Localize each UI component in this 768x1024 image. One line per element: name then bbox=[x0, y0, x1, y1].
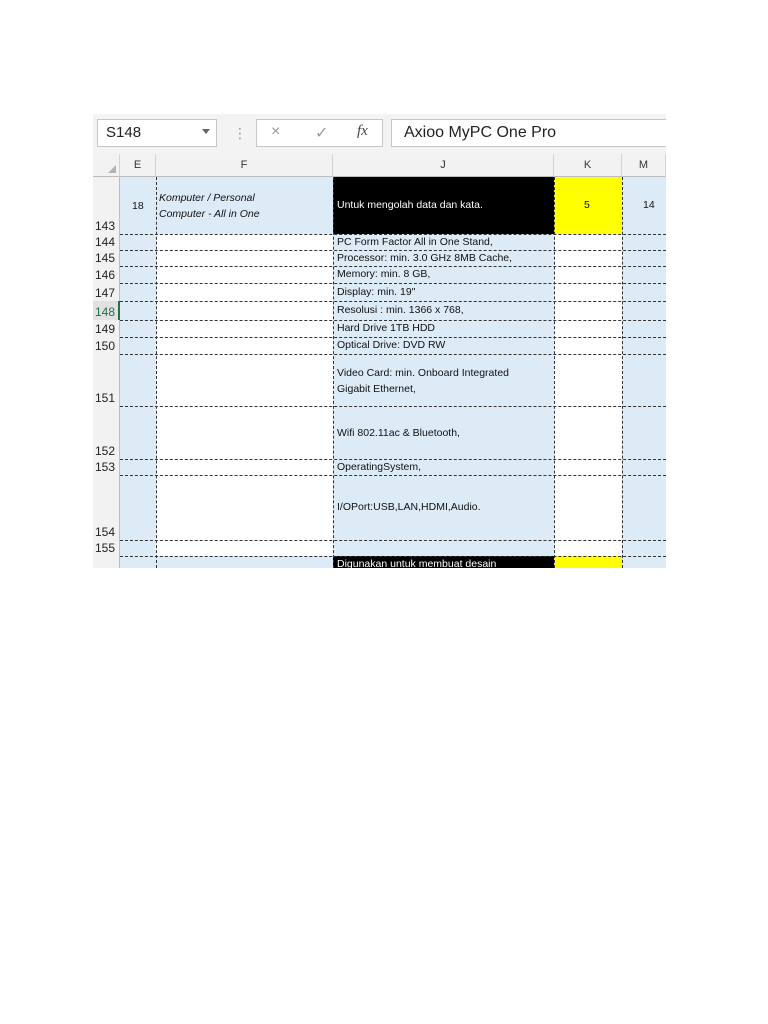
cell-m143-value: 14 bbox=[643, 199, 655, 211]
cell-j153-value: OperatingSystem, bbox=[337, 461, 422, 473]
formula-value: Axioo MyPC One Pro bbox=[404, 124, 557, 141]
cell-j156-value: Digunakan untuk membuat desain bbox=[337, 558, 497, 568]
row-header-selected[interactable]: 148 bbox=[93, 301, 120, 320]
gridline bbox=[120, 266, 666, 267]
gridline bbox=[120, 320, 666, 321]
cell-j148-value: Resolusi : min. 1366 x 768, bbox=[337, 304, 464, 316]
row-header[interactable]: 150 bbox=[93, 337, 120, 354]
gridline bbox=[120, 556, 666, 557]
cell-j152-value: Wifi 802.11ac & Bluetooth, bbox=[337, 427, 460, 439]
formula-input[interactable] bbox=[391, 119, 666, 147]
cell-j151-line2: Gigabit Ethernet, bbox=[337, 383, 416, 395]
cell-j144-value: PC Form Factor All in One Stand, bbox=[337, 236, 493, 248]
gridline bbox=[120, 250, 666, 251]
row-header[interactable]: 146 bbox=[93, 266, 120, 283]
cell-j146-value: Memory: min. 8 GB, bbox=[337, 268, 431, 280]
row-header[interactable]: 143 bbox=[93, 177, 120, 234]
row-header[interactable]: 145 bbox=[93, 250, 120, 266]
row-header[interactable]: 147 bbox=[93, 283, 120, 301]
name-box[interactable] bbox=[97, 119, 217, 147]
column-header-k[interactable]: K bbox=[554, 154, 622, 177]
worksheet-grid[interactable] bbox=[93, 154, 666, 568]
gridline bbox=[120, 540, 666, 541]
gridline bbox=[156, 177, 157, 568]
gridline bbox=[120, 475, 666, 476]
gridline bbox=[120, 406, 666, 407]
column-header-m[interactable]: M bbox=[622, 154, 666, 177]
cell-f143[interactable] bbox=[156, 177, 333, 234]
gridline bbox=[622, 177, 623, 568]
row-header[interactable] bbox=[93, 556, 120, 568]
row-header[interactable]: 153 bbox=[93, 459, 120, 475]
column-header-j[interactable]: J bbox=[333, 154, 554, 177]
name-box-value: S148 bbox=[106, 124, 142, 141]
gridline bbox=[120, 337, 666, 338]
select-all-corner[interactable] bbox=[93, 154, 120, 177]
row-header[interactable]: 149 bbox=[93, 320, 120, 337]
cell-j151-line1: Video Card: min. Onboard Integrated bbox=[337, 367, 509, 379]
gridline bbox=[554, 177, 555, 568]
formula-bar bbox=[93, 114, 666, 154]
row-header[interactable]: 151 bbox=[93, 354, 120, 406]
gridline bbox=[120, 459, 666, 460]
insert-function-icon[interactable]: fx bbox=[357, 123, 368, 139]
cell-j143-value: Untuk mengolah data dan kata. bbox=[337, 199, 483, 211]
cell-j147-value: Display: min. 19" bbox=[337, 286, 416, 298]
column-e-cells[interactable] bbox=[120, 177, 156, 568]
column-header-f[interactable]: F bbox=[156, 154, 333, 177]
spreadsheet-window bbox=[93, 114, 666, 568]
enter-icon[interactable]: ✓ bbox=[315, 125, 329, 142]
cell-f143-line2: Computer - All in One bbox=[159, 208, 260, 220]
row-header[interactable]: 154 bbox=[93, 475, 120, 540]
column-m-cells[interactable] bbox=[622, 177, 666, 568]
chevron-down-icon[interactable] bbox=[202, 129, 210, 134]
cell-e143-value: 18 bbox=[132, 200, 144, 212]
drag-handle-icon[interactable]: ⋮ bbox=[233, 125, 247, 141]
gridline bbox=[120, 234, 666, 235]
gridline bbox=[333, 177, 334, 568]
gridline bbox=[120, 301, 666, 302]
gridline bbox=[120, 283, 666, 284]
cancel-icon[interactable]: × bbox=[271, 123, 281, 140]
row-header[interactable]: 144 bbox=[93, 234, 120, 250]
formula-buttons bbox=[256, 119, 383, 147]
column-header-e[interactable]: E bbox=[120, 154, 156, 177]
gridline bbox=[120, 354, 666, 355]
cell-f143-line1: Komputer / Personal bbox=[159, 192, 255, 204]
cell-j145-value: Processor: min. 3.0 GHz 8MB Cache, bbox=[337, 252, 513, 264]
row-header[interactable]: 152 bbox=[93, 406, 120, 459]
cell-j149-value: Hard Drive 1TB HDD bbox=[337, 322, 436, 334]
cell-f156[interactable] bbox=[156, 556, 333, 568]
cell-k143-value: 5 bbox=[584, 199, 590, 211]
cell-j150-value: Optical Drive: DVD RW bbox=[337, 339, 446, 351]
cell-j154-value: I/OPort:USB,LAN,HDMI,Audio. bbox=[337, 501, 481, 513]
cell-k156[interactable] bbox=[554, 556, 622, 568]
row-header[interactable]: 155 bbox=[93, 540, 120, 556]
